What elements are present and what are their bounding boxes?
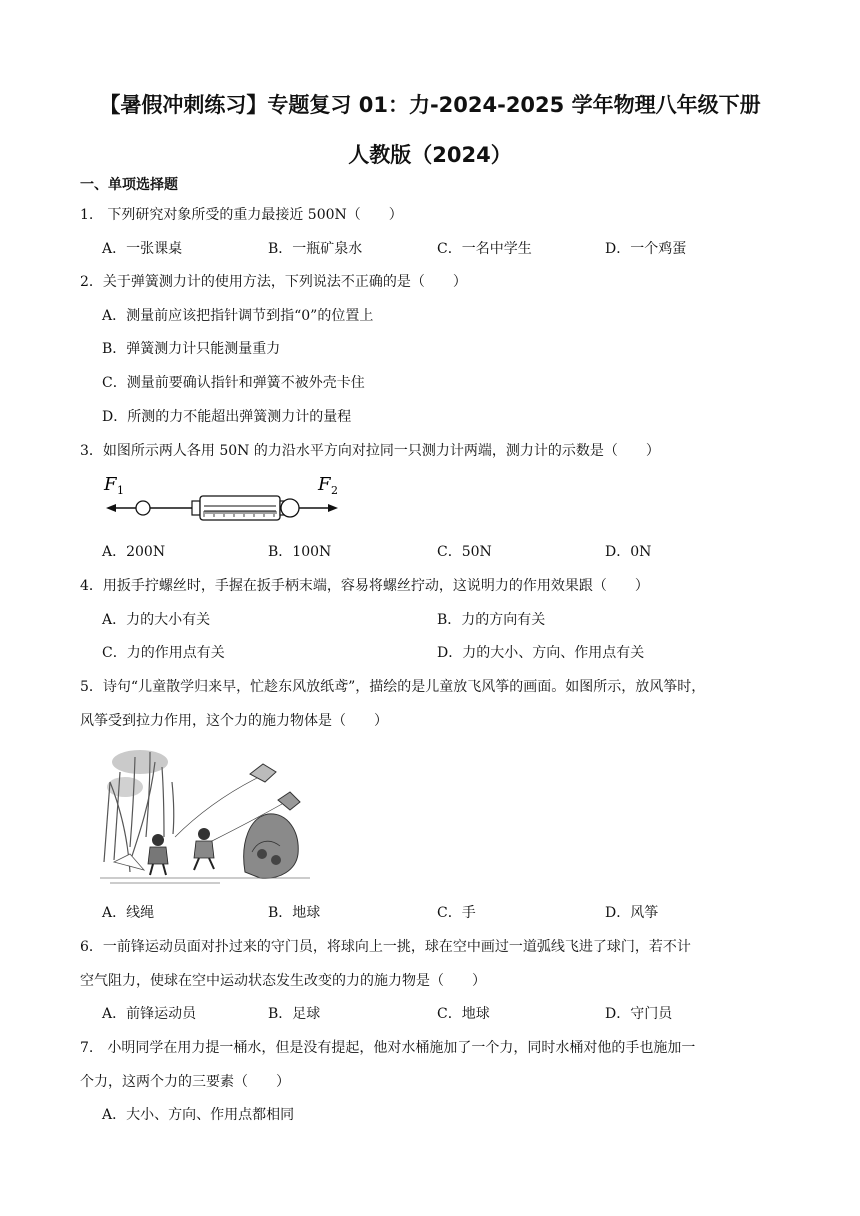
- q7-stem-line-1: 7. 小明同学在用力提一桶水，但是没有提起，他对水桶施加了一个力，同时水桶对他的手也施加一: [80, 1040, 696, 1056]
- label-f2: [317, 474, 338, 497]
- q1-option-d: D．一个鸡蛋: [605, 241, 687, 257]
- q5-option-b: B．地球: [268, 905, 321, 921]
- q6-option-b: B．足球: [268, 1006, 321, 1022]
- q1-stem: 1. 下列研究对象所受的重力最接近 500N（ ）: [80, 207, 403, 223]
- tree-foliage: [107, 750, 168, 797]
- section-heading: 一、单项选择题: [80, 177, 178, 193]
- kite-flying-image: [100, 742, 310, 887]
- svg-text:F: F: [104, 474, 117, 495]
- svg-text:2: 2: [331, 484, 338, 497]
- q1-option-c: C．一名中学生: [437, 241, 532, 257]
- svg-text:F: F: [318, 474, 331, 495]
- q3-option-c: C．50N: [437, 544, 492, 560]
- label-f1: [103, 474, 124, 497]
- q6-option-a: A．前锋运动员: [102, 1006, 197, 1022]
- q1-option-b: B．一瓶矿泉水: [268, 241, 363, 257]
- child-right: [194, 828, 214, 870]
- title-line-1: 【暑假冲刺练习】专题复习 01：力-2024-2025 学年物理八年级下册: [99, 93, 761, 117]
- q5-option-c: C．手: [437, 905, 476, 921]
- q2-option-d: D．所测的力不能超出弹簧测力计的量程: [102, 409, 352, 425]
- spring-scale-figure: [100, 470, 350, 530]
- q2-option-c: C．测量前要确认指针和弹簧不被外壳卡住: [102, 375, 365, 391]
- q4-option-b: B．力的方向有关: [437, 612, 546, 628]
- q5-option-d: D．风筝: [605, 905, 659, 921]
- spring-scale-diagram: [100, 470, 350, 530]
- q4-option-c: C．力的作用点有关: [102, 645, 225, 661]
- rock-and-children: [244, 814, 299, 878]
- q7-stem-line-2: 个力，这两个力的三要素（ ）: [80, 1074, 290, 1090]
- q7-option-a: A．大小、方向、作用点都相同: [102, 1107, 295, 1123]
- q6-stem-line-1: 6．一前锋运动员面对扑过来的守门员，将球向上一挑，球在空中画过一道弧线飞进了球门，若不计: [80, 939, 691, 955]
- kite-icon: [250, 764, 300, 810]
- q3-option-b: B．100N: [268, 544, 332, 560]
- q4-option-d: D．力的大小、方向、作用点有关: [437, 645, 645, 661]
- q4-option-a: A．力的大小有关: [102, 612, 211, 628]
- right-ring: [281, 499, 299, 517]
- svg-text:1: 1: [117, 484, 124, 497]
- q6-stem-line-2: 空气阻力，使球在空中运动状态发生改变的力的施力物是（ ）: [80, 973, 486, 989]
- q3-option-a: A．200N: [102, 544, 166, 560]
- kite-flying-illustration: [100, 742, 310, 887]
- q6-option-c: C．地球: [437, 1006, 490, 1022]
- q6-option-d: D．守门员: [605, 1006, 673, 1022]
- title-line-2: 人教版（2024）: [348, 143, 512, 167]
- left-arrow-icon: [106, 504, 136, 512]
- q1-option-a: A．一张课桌: [102, 241, 183, 257]
- q2-stem: 2．关于弹簧测力计的使用方法，下列说法不正确的是（ ）: [80, 274, 467, 290]
- q5-stem-line-1: 5．诗句“儿童散学归来早，忙趁东风放纸鸢”，描绘的是儿童放飞风筝的画面。如图所示，放风筝时，: [80, 679, 706, 695]
- q5-option-a: A．线绳: [102, 905, 155, 921]
- left-ring: [136, 501, 150, 515]
- q3-option-d: D．0N: [605, 544, 652, 560]
- q2-option-a: A．测量前应该把指针调节到指“0”的位置上: [102, 308, 374, 324]
- q5-stem-line-2: 风筝受到拉力作用，这个力的施力物体是（ ）: [80, 713, 388, 729]
- q2-option-b: B．弹簧测力计只能测量重力: [102, 341, 281, 357]
- child-left: [148, 834, 168, 875]
- q4-stem: 4．用扳手拧螺丝时，手握在扳手柄末端，容易将螺丝拧动，这说明力的作用效果跟（ ）: [80, 578, 649, 594]
- spring-scale-body: [192, 496, 288, 520]
- document-title: [60, 80, 800, 180]
- q3-stem: 3．如图所示两人各用 50N 的力沿水平方向对拉同一只测力计两端，测力计的示数是（ ）: [80, 443, 660, 459]
- right-arrow-icon: [299, 504, 338, 512]
